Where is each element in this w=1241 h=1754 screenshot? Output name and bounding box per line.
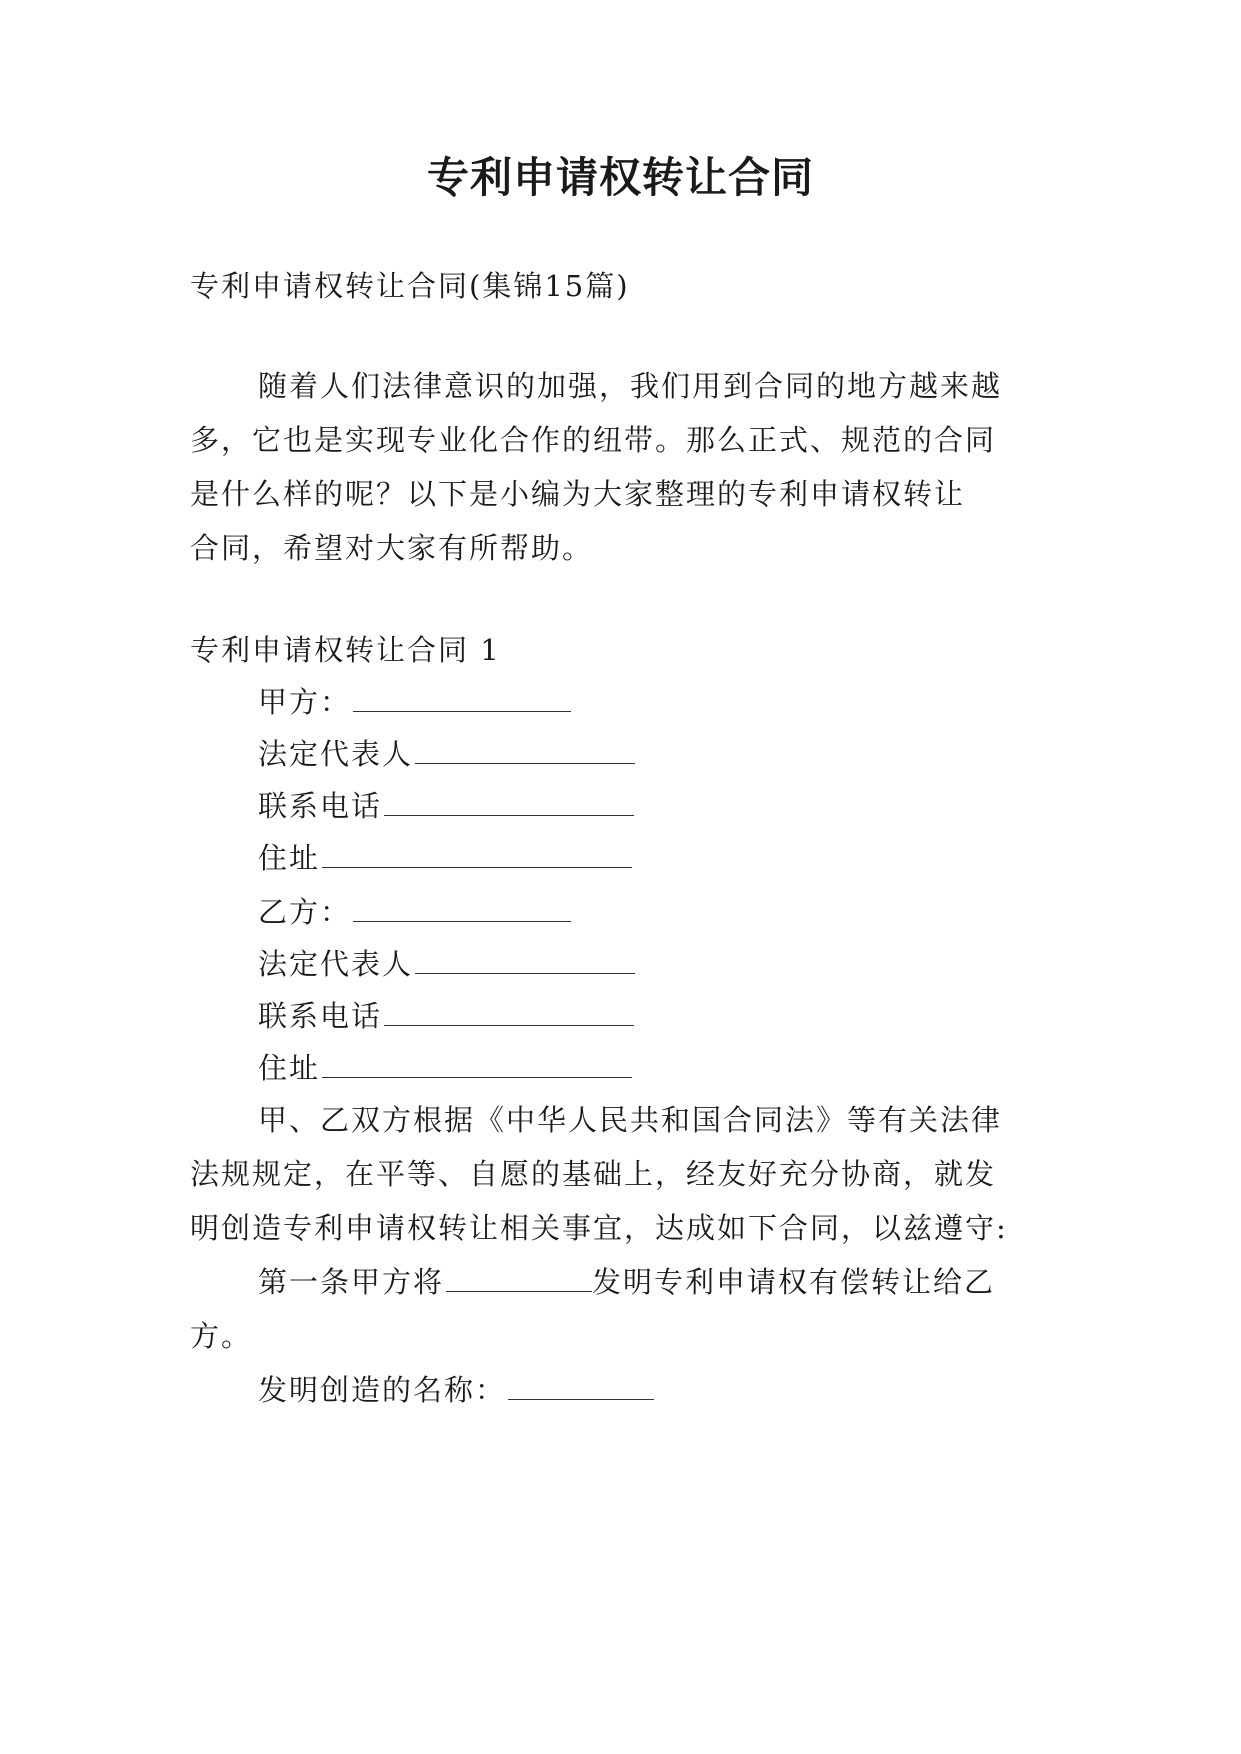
article-1-prefix: 第一条甲方将 (258, 1265, 445, 1299)
party-b-phone-blank[interactable] (384, 999, 634, 1026)
party-b-rep-label: 法定代表人 (258, 947, 414, 981)
party-a-address-label: 住址 (258, 841, 321, 875)
party-b-address-line (258, 1048, 632, 1088)
party-b-line (258, 892, 571, 932)
invention-name-label: 发明创造的名称： (258, 1373, 507, 1407)
party-a-phone-blank[interactable] (384, 789, 634, 816)
agreement-line-1: 甲、乙双方根据《中华人民共和国合同法》等有关法律 (258, 1103, 1003, 1137)
article-1-suffix: 发明专利申请权有偿转让给乙 (592, 1265, 996, 1299)
party-b-label: 乙方： (258, 895, 352, 929)
party-b-address-label: 住址 (258, 1051, 321, 1085)
party-a-phone-line (258, 786, 634, 826)
party-a-rep-line (258, 734, 635, 774)
intro-line-4: 合同，希望对大家有所帮助。 (190, 531, 594, 565)
party-a-phone-label: 联系电话 (258, 789, 383, 823)
party-b-phone-line (258, 996, 634, 1036)
agreement-line-2: 法规规定，在平等、自愿的基础上，经友好充分协商，就发 (190, 1157, 997, 1191)
party-a-rep-blank[interactable] (415, 737, 635, 764)
party-a-blank[interactable] (353, 685, 571, 712)
party-a-line (258, 682, 571, 722)
party-b-phone-label: 联系电话 (258, 999, 383, 1033)
article-1-line (258, 1262, 995, 1302)
invention-name-blank[interactable] (508, 1373, 654, 1400)
intro-line-2: 多，它也是实现专业化合作的纽带。那么正式、规范的合同 (190, 423, 997, 457)
section-heading: 专利申请权转让合同 1 (190, 633, 501, 667)
intro-line-1: 随着人们法律意识的加强，我们用到合同的地方越来越 (258, 369, 1003, 403)
party-a-label: 甲方： (258, 685, 352, 719)
party-b-address-blank[interactable] (322, 1051, 632, 1078)
article-1-blank[interactable] (446, 1265, 592, 1292)
document-subtitle: 专利申请权转让合同(集锦15篇) (190, 269, 630, 303)
article-1-continuation: 方。 (190, 1319, 253, 1353)
invention-name-line (258, 1370, 654, 1410)
party-a-address-blank[interactable] (322, 841, 632, 868)
document-title: 专利申请权转让合同 (426, 153, 814, 202)
party-a-rep-label: 法定代表人 (258, 737, 414, 771)
party-b-blank[interactable] (353, 895, 571, 922)
agreement-line-3: 明创造专利申请权转让相关事宜，达成如下合同，以兹遵守: (190, 1211, 1008, 1245)
intro-line-3: 是什么样的呢？以下是小编为大家整理的专利申请权转让 (190, 477, 966, 511)
party-a-address-line (258, 838, 632, 878)
party-b-rep-line (258, 944, 635, 984)
party-b-rep-blank[interactable] (415, 947, 635, 974)
